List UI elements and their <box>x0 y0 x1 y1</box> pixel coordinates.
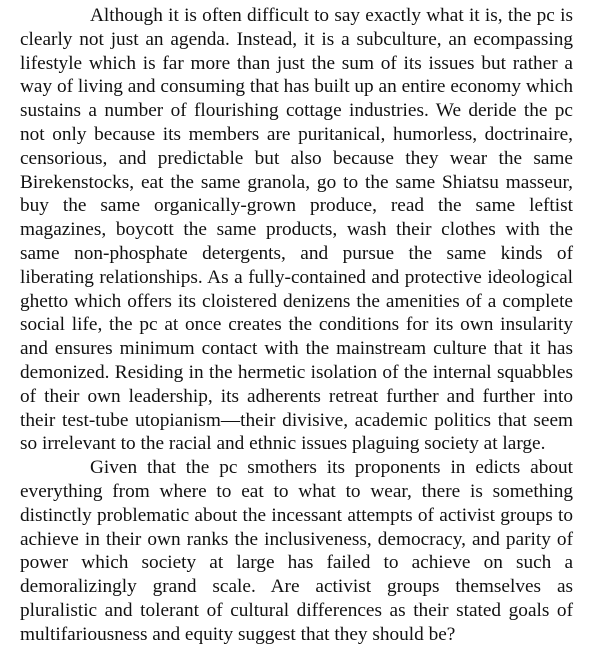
paragraph-1: Although it is often difficult to say exactly what it is, the pc is clearly not just an agenda. Instead, it is a subculture, an ecompassing lifestyle which is far more than just the sum of its issues but rather a way of living and consuming that has built up an entire economy which sustains a number of flourishing cottage industries. We deride the pc not only because its members are puritanical, humorless, doctrinaire, censorious, and predictable but also because they wear the same Birekenstocks, eat the same granola, go to the same Shiatsu masseur, buy the same organically-grown produce, read the same leftist magazines, boycott the same products, wash their clothes with the same non-phosphate detergents, and pursue the same kinds of liberating relationships. As a fully-contained and protective ideological ghetto which offers its cloistered denizens the amenities of a complete social life, the pc at once creates the conditions for its own insularity and ensures minimum contact with the mainstream culture that it has demonized. Residing in the hermetic isolation of the internal squabbles of their own leadership, its adherents retreat further and further into their test-tube utopianism—their divisive, academic politics that seem so irrelevant to the racial and ethnic issues plaguing society at large. <box>20 5 573 455</box>
document-page <box>20 0 573 647</box>
paragraph-2: Given that the pc smothers its proponents in edicts about everything from where to eat to what to wear, there is something distinctly problematic about the incessant attempts of activist groups to achieve in their own ranks the inclusiveness, democracy, and parity of power which society at large has failed to achieve on such a demoralizingly grand scale. Are activist groups themselves as pluralistic and tolerant of cultural differences as their stated goals of multifariousness and equity suggest that they should be? <box>20 457 573 645</box>
